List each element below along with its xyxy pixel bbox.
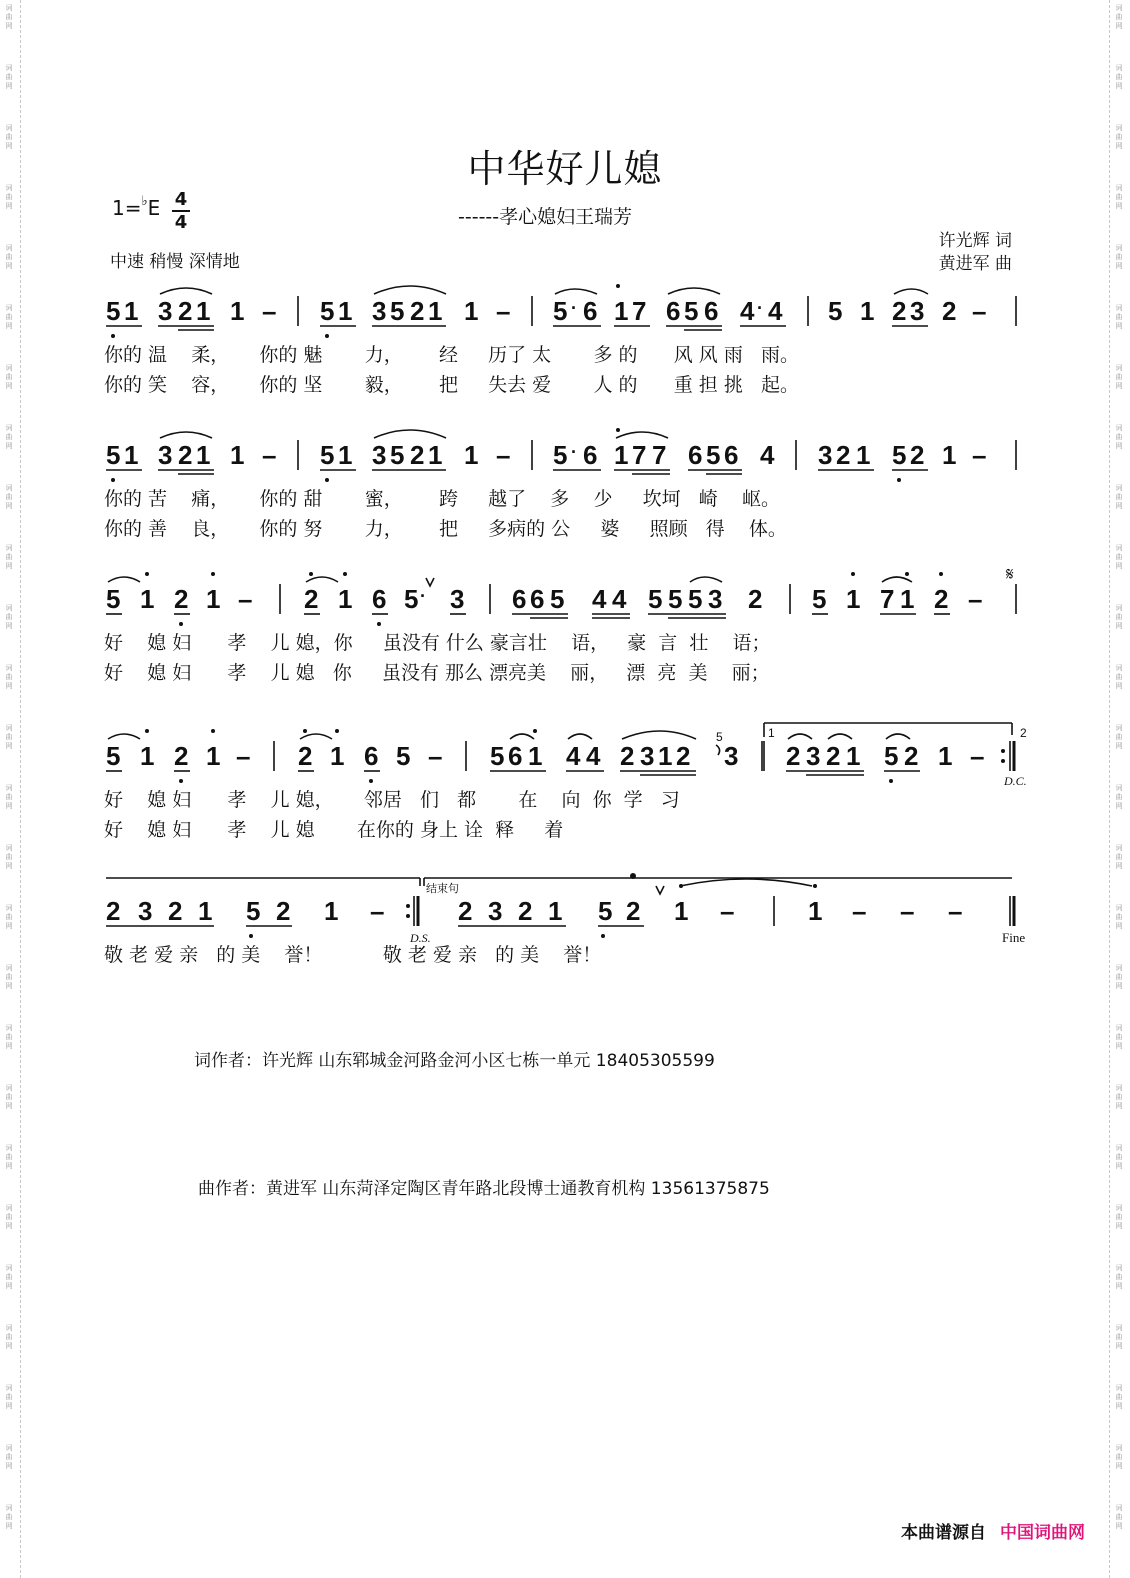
svg-text:3: 3 (372, 296, 387, 326)
watermark-mark: 词 曲 网 (5, 424, 13, 450)
svg-text:5: 5 (396, 741, 411, 771)
svg-text:1: 1 (428, 440, 443, 470)
lyricist-info: 词作者：许光辉 山东郓城金河路金河小区七栋一单元 18405305599 (194, 1051, 715, 1071)
watermark-mark: 词 曲 网 (5, 484, 13, 510)
watermark-mark: 词 曲 网 (1115, 244, 1123, 270)
watermark-mark: 词 曲 网 (5, 1144, 13, 1170)
svg-text:3: 3 (488, 896, 503, 926)
watermark-mark: 词 曲 网 (5, 844, 13, 870)
svg-text:4: 4 (566, 741, 581, 771)
svg-text:5: 5 (320, 296, 335, 326)
svg-text:1: 1 (338, 440, 353, 470)
svg-text:2: 2 (168, 896, 183, 926)
svg-text:–: – (370, 896, 385, 926)
svg-text:2: 2 (676, 741, 691, 771)
lyric-line-4-verse-2: 好 媳 妇 孝 儿 媳 在你的 身上 诠 释 着 (104, 819, 564, 841)
svg-text:–: – (970, 741, 985, 771)
watermark-mark: 词 曲 网 (5, 1264, 13, 1290)
svg-text:5: 5 (404, 584, 419, 614)
svg-text:3: 3 (910, 296, 925, 326)
lyric-line-5: 敬 老 爱 亲 的 美 誉！ 敬 老 爱 亲 的 美 誉！ (104, 944, 602, 966)
watermark-mark: 词 曲 网 (5, 1444, 13, 1470)
watermark-mark: 词 曲 网 (1115, 304, 1123, 330)
svg-text:1: 1 (230, 296, 245, 326)
watermark-mark: 词 曲 网 (1115, 1324, 1123, 1350)
svg-text:2: 2 (836, 440, 851, 470)
svg-text:1: 1 (464, 440, 479, 470)
svg-text:3: 3 (818, 440, 833, 470)
svg-text:1: 1 (198, 896, 213, 926)
watermark-mark: 词 曲 网 (5, 964, 13, 990)
svg-text:–: – (262, 296, 277, 326)
svg-text:4: 4 (768, 296, 783, 326)
svg-text:2: 2 (620, 741, 635, 771)
svg-text:4: 4 (740, 296, 755, 326)
watermark-mark: 词 曲 网 (1115, 124, 1123, 150)
svg-text:2: 2 (298, 741, 313, 771)
watermark-mark: 词 曲 网 (5, 1204, 13, 1230)
music-system-4 (0, 715, 1130, 845)
watermark-mark: 词 曲 网 (5, 64, 13, 90)
music-system-2 (0, 414, 1130, 544)
svg-text:4: 4 (586, 741, 601, 771)
time-signature-bottom: 4 (174, 212, 188, 233)
source-prefix: 本曲谱源自 (901, 1523, 986, 1543)
watermark-mark: 词 曲 网 (5, 784, 13, 810)
svg-text:1: 1 (140, 584, 155, 614)
svg-text:1: 1 (674, 896, 689, 926)
svg-text:1: 1 (338, 584, 353, 614)
svg-text:3: 3 (372, 440, 387, 470)
svg-text:–: – (496, 296, 511, 326)
svg-text:3: 3 (450, 584, 465, 614)
svg-text:5: 5 (668, 584, 683, 614)
svg-text:1: 1 (528, 741, 543, 771)
svg-text:·: · (420, 586, 426, 606)
music-system-1 (0, 270, 1130, 400)
svg-text:1: 1 (942, 440, 957, 470)
svg-text:1: 1 (900, 584, 915, 614)
svg-text:1: 1 (658, 741, 673, 771)
svg-text:1: 1 (124, 296, 139, 326)
watermark-mark: 词 曲 网 (5, 544, 13, 570)
svg-text:6: 6 (666, 296, 681, 326)
watermark-mark: 词 曲 网 (1115, 1384, 1123, 1410)
watermark-mark: 词 曲 网 (1115, 484, 1123, 510)
svg-text:1: 1 (140, 741, 155, 771)
svg-text:2: 2 (304, 584, 319, 614)
svg-text:1: 1 (206, 584, 221, 614)
svg-text:6: 6 (372, 584, 387, 614)
key-signature: 1=♭E (112, 194, 161, 220)
tempo-marking: 中速 稍慢 深情地 (110, 252, 240, 272)
svg-text:–: – (236, 741, 251, 771)
svg-text:–: – (720, 896, 735, 926)
watermark-mark: 词 曲 网 (5, 604, 13, 630)
svg-text:5: 5 (828, 296, 843, 326)
svg-text:2: 2 (178, 296, 193, 326)
svg-text:–: – (972, 296, 987, 326)
svg-text:1: 1 (206, 741, 221, 771)
watermark-mark: 词 曲 网 (5, 724, 13, 750)
svg-text:5: 5 (553, 296, 568, 326)
watermark-mark: 词 曲 网 (1115, 544, 1123, 570)
watermark-mark: 词 曲 网 (1115, 184, 1123, 210)
song-title: 中华好儿媳 (467, 147, 663, 191)
svg-text:3: 3 (158, 296, 173, 326)
music-system-3 (0, 558, 1130, 688)
lyric-line-3-verse-2: 好 媳 妇 孝 儿 媳 你 虽没有 那么 漂亮美 丽， 漂 亮 美 丽； (104, 662, 770, 684)
svg-text:–: – (968, 584, 983, 614)
svg-text:1: 1 (464, 296, 479, 326)
watermark-mark: 词 曲 网 (1115, 64, 1123, 90)
watermark-mark: 词 曲 网 (1115, 364, 1123, 390)
watermark-mark: 词 曲 网 (1115, 1144, 1123, 1170)
composer-info: 曲作者：黄进军 山东菏泽定陶区青年路北段博士通教育机构 13561375875 (198, 1179, 770, 1199)
svg-text:1: 1 (196, 440, 211, 470)
composer-credit: 黄进军 曲 (938, 254, 1012, 274)
svg-text:2: 2 (518, 896, 533, 926)
svg-text:2: 2 (410, 296, 425, 326)
svg-text:5: 5 (106, 440, 121, 470)
watermark-mark: 词 曲 网 (1115, 1504, 1123, 1530)
watermark-mark: 词 曲 网 (5, 1324, 13, 1350)
watermark-mark: 词 曲 网 (1115, 4, 1123, 30)
svg-text:–: – (852, 896, 867, 926)
watermark-mark: 词 曲 网 (5, 4, 13, 30)
svg-text:1: 1 (614, 440, 629, 470)
svg-text:2: 2 (106, 896, 121, 926)
watermark-mark: 词 曲 网 (1115, 664, 1123, 690)
svg-text:5: 5 (550, 584, 565, 614)
svg-text:5: 5 (684, 296, 699, 326)
watermark-mark: 词 曲 网 (5, 664, 13, 690)
svg-text:1: 1 (938, 741, 953, 771)
svg-text:–: – (238, 584, 253, 614)
svg-text:5: 5 (706, 440, 721, 470)
watermark-mark: 词 曲 网 (5, 244, 13, 270)
svg-text:–: – (900, 896, 915, 926)
svg-text:3: 3 (708, 584, 723, 614)
lyric-line-1-verse-2: 你的 笑 容， 你的 坚 毅， 把 失去 爱 人 的 重 担 挑 起。 (104, 374, 799, 396)
svg-text:1: 1 (196, 296, 211, 326)
svg-text:2: 2 (910, 440, 925, 470)
lyric-line-1-verse-1: 你的 温 柔， 你的 魅 力， 经 历了 太 多 的 风 风 雨 雨。 (104, 344, 799, 366)
music-system-5 (0, 870, 1130, 980)
watermark-mark: 词 曲 网 (1115, 1084, 1123, 1110)
svg-text:–: – (428, 741, 443, 771)
svg-text:3: 3 (138, 896, 153, 926)
svg-text:5: 5 (106, 296, 121, 326)
svg-text:2: 2 (934, 584, 949, 614)
svg-text:5: 5 (490, 741, 505, 771)
svg-text:1: 1 (124, 440, 139, 470)
svg-text:1: 1 (846, 741, 861, 771)
svg-text:6: 6 (724, 440, 739, 470)
watermark-mark: 词 曲 网 (5, 304, 13, 330)
svg-text:–: – (948, 896, 963, 926)
svg-text:𝄋: 𝄋 (1006, 564, 1014, 584)
watermark-mark: 词 曲 网 (5, 1384, 13, 1410)
svg-text:–: – (262, 440, 277, 470)
svg-text:1: 1 (324, 896, 339, 926)
svg-text:7: 7 (880, 584, 895, 614)
watermark-mark: 词 曲 网 (5, 1504, 13, 1530)
watermark-mark: 词 曲 网 (1115, 1444, 1123, 1470)
svg-text:2: 2 (174, 741, 189, 771)
lyric-line-2-verse-1: 你的 苦 痛， 你的 甜 蜜， 跨 越了 多 少 坎坷 崎 岖。 (104, 488, 780, 510)
svg-text:6: 6 (583, 296, 598, 326)
watermark-mark: 词 曲 网 (1115, 724, 1123, 750)
svg-text:7: 7 (632, 440, 647, 470)
svg-text:2: 2 (1020, 726, 1027, 740)
svg-text:1: 1 (330, 741, 345, 771)
svg-text:2: 2 (786, 741, 801, 771)
svg-text:6: 6 (508, 741, 523, 771)
svg-text:5: 5 (648, 584, 663, 614)
svg-text:2: 2 (748, 584, 763, 614)
svg-text:5: 5 (246, 896, 261, 926)
svg-text:5: 5 (106, 741, 121, 771)
svg-text:2: 2 (178, 440, 193, 470)
svg-text:2: 2 (626, 896, 641, 926)
svg-text:结束句: 结束句 (426, 882, 459, 895)
svg-text:1: 1 (338, 296, 353, 326)
svg-text:2: 2 (458, 896, 473, 926)
svg-text:1: 1 (230, 440, 245, 470)
svg-text:D.C.: D.C. (1004, 774, 1027, 788)
svg-text:5: 5 (812, 584, 827, 614)
svg-text:2: 2 (942, 296, 957, 326)
svg-text:·: · (571, 442, 577, 462)
watermark-mark: 词 曲 网 (5, 904, 13, 930)
svg-text:2: 2 (410, 440, 425, 470)
svg-text:1: 1 (428, 296, 443, 326)
svg-text:1: 1 (860, 296, 875, 326)
svg-text:3: 3 (806, 741, 821, 771)
song-subtitle: ------孝心媳妇王瑞芳 (458, 206, 633, 228)
svg-text:2: 2 (904, 741, 919, 771)
svg-text:5: 5 (390, 440, 405, 470)
watermark-mark: 词 曲 网 (5, 364, 13, 390)
svg-text:2: 2 (892, 296, 907, 326)
svg-text:3: 3 (724, 741, 739, 771)
svg-text:2: 2 (826, 741, 841, 771)
source-brand-link[interactable]: 中国词曲网 (1000, 1523, 1085, 1543)
watermark-mark: 词 曲 网 (5, 1024, 13, 1050)
watermark-mark: 词 曲 网 (1115, 1024, 1123, 1050)
svg-text:5: 5 (688, 584, 703, 614)
watermark-mark: 词 曲 网 (1115, 604, 1123, 630)
watermark-mark: 词 曲 网 (5, 184, 13, 210)
svg-text:1: 1 (768, 726, 775, 740)
svg-text:·: · (571, 298, 577, 318)
svg-text:1: 1 (846, 584, 861, 614)
watermark-mark: 词 曲 网 (1115, 964, 1123, 990)
lyric-line-2-verse-2: 你的 善 良， 你的 努 力， 把 多病的 公 婆 照顾 得 体。 (104, 518, 787, 540)
svg-text:3: 3 (158, 440, 173, 470)
svg-text:6: 6 (688, 440, 703, 470)
svg-text:6: 6 (364, 741, 379, 771)
svg-text:6: 6 (530, 584, 545, 614)
svg-text:4: 4 (612, 584, 627, 614)
svg-text:4: 4 (592, 584, 607, 614)
watermark-mark: 词 曲 网 (1115, 844, 1123, 870)
watermark-mark: 词 曲 网 (1115, 1204, 1123, 1230)
svg-text:5: 5 (106, 584, 121, 614)
svg-text:2: 2 (276, 896, 291, 926)
svg-text:5: 5 (390, 296, 405, 326)
svg-text:5: 5 (553, 440, 568, 470)
svg-text:6: 6 (704, 296, 719, 326)
svg-text:D.S.: D.S. (410, 931, 431, 945)
svg-text:6: 6 (512, 584, 527, 614)
svg-text:5: 5 (320, 440, 335, 470)
svg-text:2: 2 (174, 584, 189, 614)
svg-text:5: 5 (716, 730, 723, 744)
svg-text:4: 4 (760, 440, 775, 470)
watermark-mark: 词 曲 网 (1115, 904, 1123, 930)
time-signature-top: 4 (174, 189, 188, 210)
time-signature (172, 190, 190, 232)
watermark-mark: 词 曲 网 (1115, 1264, 1123, 1290)
svg-text:7: 7 (632, 296, 647, 326)
svg-text:·: · (757, 298, 763, 318)
svg-text:Fine: Fine (1002, 930, 1026, 945)
lyric-line-4-verse-1: 好 媳 妇 孝 儿 媳， 邻居 们 都 在 向 你 学 习 (104, 789, 680, 811)
svg-text:5: 5 (884, 741, 899, 771)
source-attribution (901, 1518, 1085, 1543)
svg-text:7: 7 (652, 440, 667, 470)
svg-text:1: 1 (614, 296, 629, 326)
svg-text:5: 5 (598, 896, 613, 926)
svg-text:1: 1 (856, 440, 871, 470)
svg-text:5: 5 (892, 440, 907, 470)
svg-text:1: 1 (808, 896, 823, 926)
svg-text:–: – (972, 440, 987, 470)
watermark-mark: 词 曲 网 (1115, 424, 1123, 450)
svg-text:1: 1 (548, 896, 563, 926)
lyric-line-3-verse-1: 好 媳 妇 孝 儿 媳，你 虽没有 什么 豪言壮 语， 豪 言 壮 语； (104, 632, 771, 654)
watermark-mark: 词 曲 网 (5, 1084, 13, 1110)
svg-text:6: 6 (583, 440, 598, 470)
watermark-mark: 词 曲 网 (1115, 784, 1123, 810)
lyricist-credit: 许光辉 词 (938, 231, 1012, 251)
svg-text:3: 3 (640, 741, 655, 771)
watermark-mark: 词 曲 网 (5, 124, 13, 150)
svg-text:–: – (496, 440, 511, 470)
